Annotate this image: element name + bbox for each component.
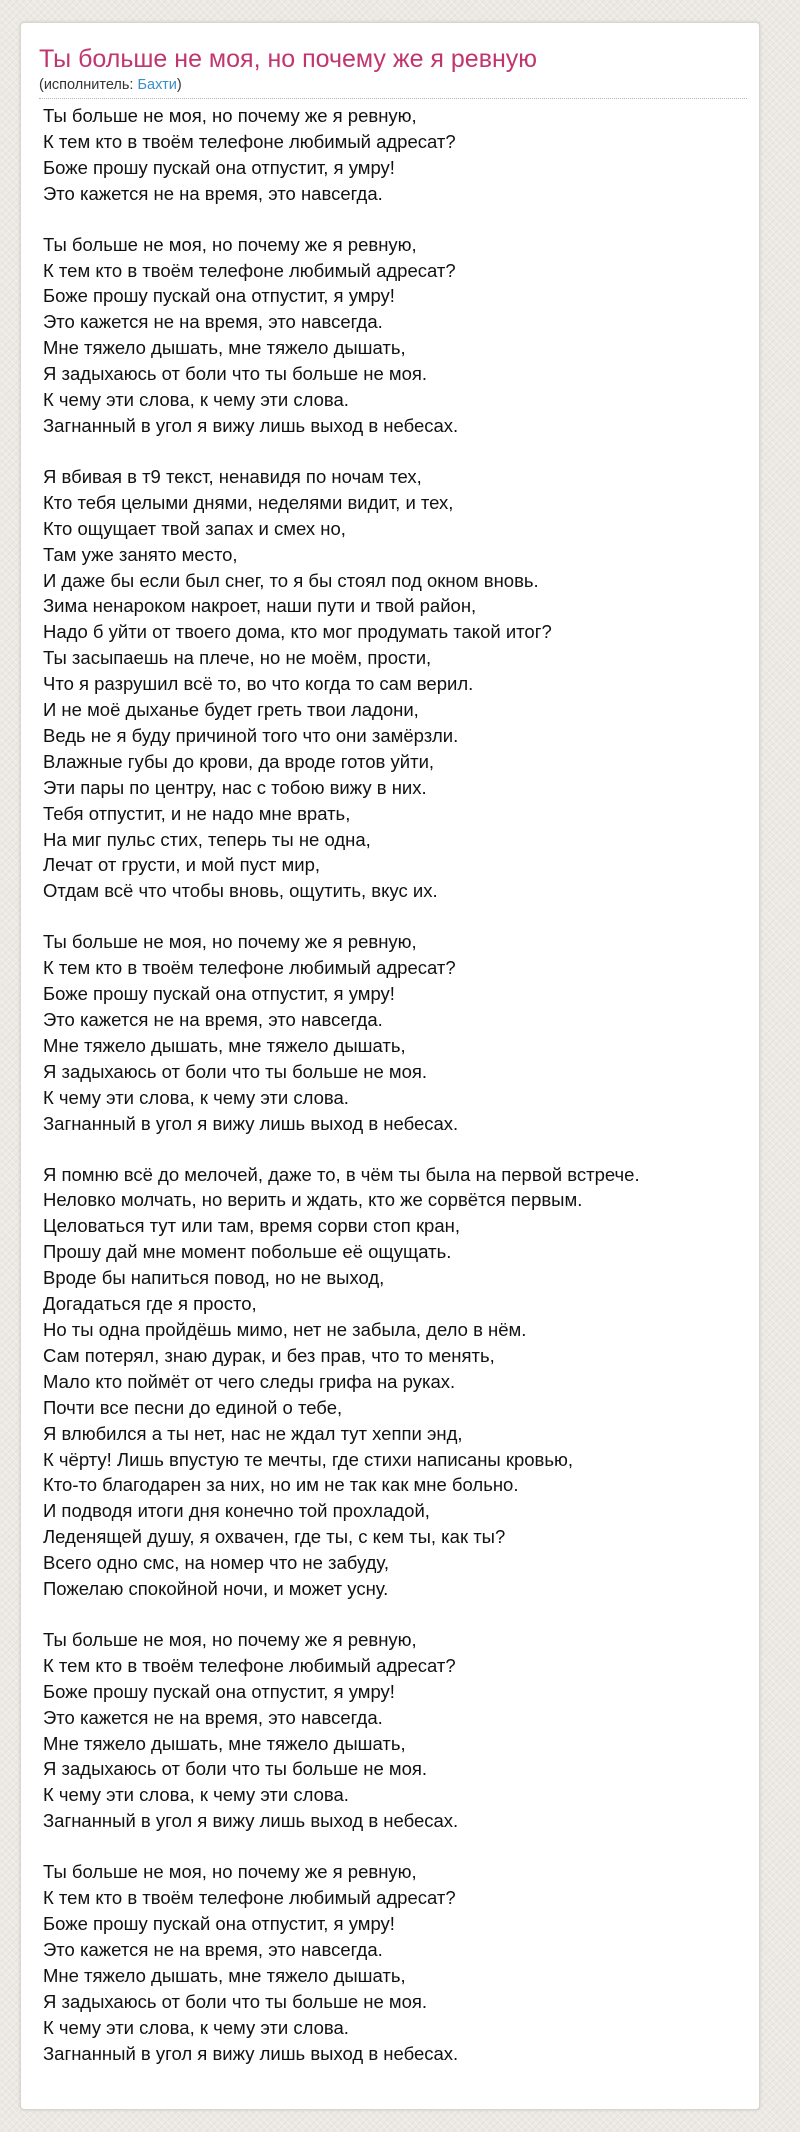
lyric-line: Там уже занято место, [43, 543, 238, 565]
lyric-line: Загнанный в угол я вижу лишь выход в небесах. [43, 414, 459, 436]
lyric-line: Мне тяжело дышать, мне тяжело дышать, [43, 1732, 406, 1754]
song-title: Ты больше не моя, но почему же я ревную [39, 45, 538, 73]
lyric-line: К тем кто в твоём телефоне любимый адресат? [43, 1887, 456, 1909]
lyric-line: Мне тяжело дышать, мне тяжело дышать, [43, 1964, 406, 1986]
lyric-line: Но ты одна пройдёшь мимо, нет не забыла, дело в нём. [43, 1318, 527, 1340]
lyric-line: И подводя итоги дня конечно той прохладой, [43, 1500, 430, 1522]
lyric-line: К тем кто в твоём телефоне любимый адресат? [43, 1654, 456, 1676]
lyric-line: Сам потерял, знаю дурак, и без прав, что то менять, [43, 1344, 495, 1366]
lyric-line: Боже прошу пускай она отпустит, я умру! [43, 1680, 395, 1702]
lyrics-stanza [43, 1627, 753, 1834]
lyric-line: Кто-то благодарен за них, но им не так как мне больно. [43, 1474, 519, 1496]
lyric-line: Я помню всё до мелочей, даже то, в чём ты была на первой встрече. [43, 1163, 640, 1185]
lyric-line: Я задыхаюсь от боли что ты больше не моя. [43, 1060, 428, 1082]
lyric-line: Мне тяжело дышать, мне тяжело дышать, [43, 1034, 406, 1056]
lyric-line: Я задыхаюсь от боли что ты больше не моя. [43, 363, 428, 385]
lyric-line: Влажные губы до крови, да вроде готов уйти, [43, 750, 435, 772]
lyric-line: Боже прошу пускай она отпустит, я умру! [43, 156, 395, 178]
lyric-line: Боже прошу пускай она отпустит, я умру! [43, 285, 395, 307]
lyric-line: К тем кто в твоём телефоне любимый адресат? [43, 259, 456, 281]
lyrics-stanza [43, 1162, 753, 1602]
lyric-line: Леденящей душу, я охвачен, где ты, с кем ты, как ты? [43, 1526, 506, 1548]
lyric-line: Что я разрушил всё то, во что когда то сам верил. [43, 673, 474, 695]
lyric-line: Тебя отпустит, и не надо мне врать, [43, 802, 351, 824]
lyric-line: Это кажется не на время, это навсегда. [43, 1009, 383, 1030]
lyric-line: Это кажется не на время, это навсегда. [43, 182, 383, 204]
lyric-line: Загнанный в угол я вижу лишь выход в небесах. [43, 1112, 459, 1134]
lyric-line: Надо б уйти от твоего дома, кто мог продумать такой итог? [43, 621, 552, 643]
lyric-line: К тем кто в твоём телефоне любимый адресат? [43, 957, 456, 979]
lyric-line: Это кажется не на время, это навсегда. [43, 1706, 383, 1728]
lyric-line: Кто тебя целыми днями, неделями видит, и тех, [43, 491, 454, 513]
lyric-line: И даже бы если был снег, то я бы стоял под окном вновь. [43, 569, 539, 591]
lyric-line: Я задыхаюсь от боли что ты больше не моя. [43, 1990, 428, 2012]
lyric-line: Зима ненароком накроет, наши пути и твой район, [43, 595, 477, 617]
lyric-line: Вроде бы напиться повод, но не выход, [43, 1267, 385, 1289]
lyrics-body [43, 103, 753, 2091]
lyrics-card [20, 22, 760, 2110]
lyric-line: Ты больше не моя, но почему же я ревную, [43, 1861, 417, 1883]
lyric-line: Догадаться где я просто, [43, 1293, 257, 1315]
lyric-line: Загнанный в угол я вижу лишь выход в небесах. [43, 2042, 459, 2064]
lyric-line: Мало кто поймёт от чего следы грифа на руках. [43, 1370, 456, 1392]
lyric-line: Боже прошу пускай она отпустит, я умру! [43, 1913, 395, 1934]
lyric-line: Прошу дай мне момент побольше её ощущать. [43, 1241, 452, 1263]
lyric-line: К тем кто в твоём телефоне любимый адресат? [43, 130, 456, 152]
lyric-line: Отдам всё что чтобы вновь, ощутить, вкус их. [43, 880, 438, 902]
lyric-line: Ты засыпаешь на плече, но не моём, прости, [43, 647, 432, 669]
performer-suffix: ) [176, 77, 182, 93]
song-header [39, 43, 747, 99]
lyric-line: Я вбивая в т9 текст, ненавидя по ночам тех, [43, 465, 422, 487]
lyric-line: Почти все песни до единой о тебе, [43, 1396, 343, 1418]
lyrics-stanza [43, 103, 753, 207]
lyric-line: Ты больше не моя, но почему же я ревную, [43, 931, 417, 953]
lyrics-stanza [43, 232, 753, 439]
lyric-line: Ты больше не моя, но почему же я ревную, [43, 1628, 417, 1650]
lyric-line: Я влюбился а ты нет, нас не ждал тут хеппи энд, [43, 1422, 463, 1444]
lyric-line: К чему эти слова, к чему эти слова. [43, 1784, 349, 1806]
lyric-line: На миг пульс стих, теперь ты не одна, [43, 828, 371, 850]
performer-prefix: (исполнитель: [39, 77, 138, 93]
lyric-line: Загнанный в угол я вижу лишь выход в небесах. [43, 1810, 459, 1832]
lyric-line: Ты больше не моя, но почему же я ревную, [43, 105, 417, 126]
lyric-line: Кто ощущает твой запах и смех но, [43, 517, 346, 539]
lyrics-stanza [43, 464, 753, 904]
lyric-line: К чему эти слова, к чему эти слова. [43, 2016, 349, 2038]
artist-link[interactable]: Бахти [137, 77, 177, 93]
lyric-line: Ты больше не моя, но почему же я ревную, [43, 233, 417, 255]
lyric-line: Неловко молчать, но верить и ждать, кто же сорвётся первым. [43, 1189, 583, 1211]
lyric-line: Это кажется не на время, это навсегда. [43, 311, 383, 333]
lyric-line: Всего одно смс, на номер что не забуду, [43, 1552, 389, 1574]
performer-line [39, 75, 747, 99]
lyric-line: Это кажется не на время, это навсегда. [43, 1938, 383, 1960]
lyric-line: Боже прошу пускай она отпустит, я умру! [43, 983, 395, 1005]
lyric-line: И не моё дыханье будет греть твои ладони, [43, 699, 419, 721]
lyric-line: Я задыхаюсь от боли что ты больше не моя. [43, 1758, 428, 1780]
lyrics-stanza [43, 929, 753, 1136]
lyric-line: Мне тяжело дышать, мне тяжело дышать, [43, 337, 406, 359]
lyric-line: К чему эти слова, к чему эти слова. [43, 1086, 349, 1108]
lyric-line: Эти пары по центру, нас с тобою вижу в них. [43, 776, 427, 798]
lyric-line: Лечат от грусти, и мой пуст мир, [43, 854, 321, 876]
lyric-line: К чему эти слова, к чему эти слова. [43, 389, 349, 411]
lyric-line: Пожелаю спокойной ночи, и может усну. [43, 1578, 389, 1600]
lyric-line: Ведь не я буду причиной того что они замёрзли. [43, 724, 459, 746]
lyric-line: Целоваться тут или там, время сорви стоп кран, [43, 1215, 460, 1237]
lyric-line: К чёрту! Лишь впустую те мечты, где стихи написаны кровью, [43, 1448, 574, 1470]
lyrics-stanza [43, 1859, 753, 2066]
